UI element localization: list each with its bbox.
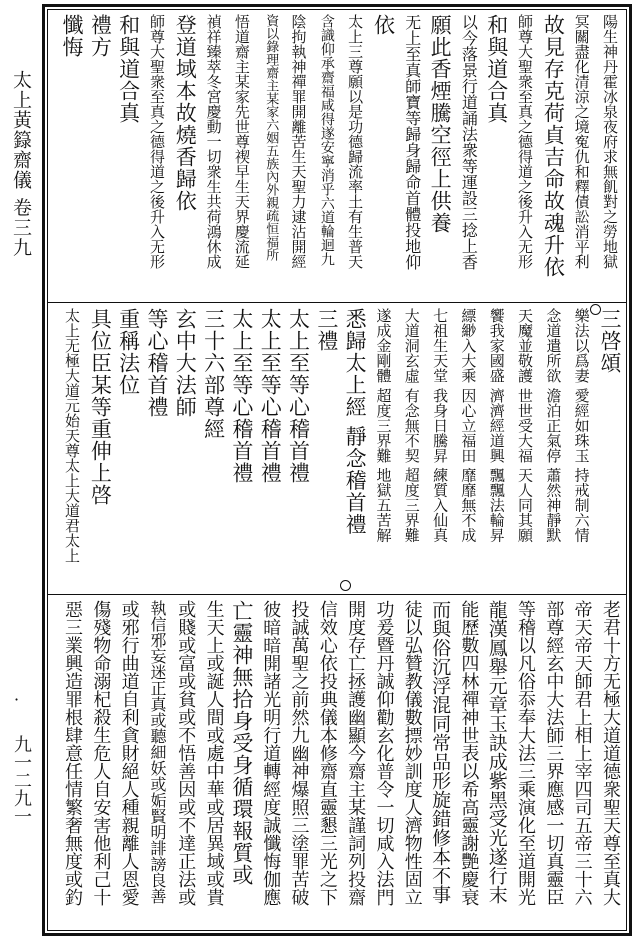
text-column: 亡靈神無拾身受身循環報質或 [229, 600, 254, 886]
margin-dot: · [14, 690, 20, 709]
text-column: 故見存克荷貞吉命故魂升依 [541, 14, 566, 278]
text-column: 信效心依投典儀本修齋直靈懇三光之下 [316, 600, 338, 906]
text-column: 師尊大聖衆至真之德得道之後升入无形 [147, 14, 166, 269]
text-column: 禎祥臻萃冬宮慶動一切衆生共荷鴻休成 [204, 14, 223, 269]
text-column: 遂成金剛體 超度三界難 地獄五苦解 [374, 308, 393, 543]
text-column: 傷殘物命溺杞殺生危人自安害他利己十 [90, 600, 112, 906]
text-column: 天魔並敬護 世世受大福 天人同其願 [516, 308, 535, 543]
text-column: 帝天帝天師君上相上宰四司五帝三十六 [571, 600, 593, 906]
text-column: 或邪行曲道自利貪財絕人種親離人恩愛 [118, 600, 140, 906]
circle-mark [340, 580, 351, 591]
text-column: 含識仰承齋福咸得遂安寧消乎六道輪迴九 [318, 14, 335, 266]
text-column: 開度存亡拯護幽顯今齋主某謹詞列投齋 [345, 600, 367, 906]
text-column: 懺悔 [60, 14, 84, 58]
text-column: 具位臣某等重伸上啓 [88, 308, 113, 506]
text-column: 彼暗暗開諸光明行道轉經度誠懺悔伽應 [260, 600, 282, 906]
text-column: 饗我家國盛 濟濟經道興 飄飄法輪昇 [487, 308, 506, 543]
text-column: 三禮 [314, 308, 339, 352]
text-column: 能歷數四林禪神世表以希高靈謝艷慶衰 [458, 600, 480, 906]
text-column: 大道洞玄虛 有念無不契 超度三界難 [402, 308, 421, 543]
text-column: 太上至等心稽首禮 [286, 308, 311, 484]
text-column: 悟道齋主某家先世尊禊早生天界慶流延 [232, 14, 251, 269]
text-column: 投誠萬聖之前然九幽神爆照三塗罪苦破 [288, 600, 310, 906]
text-column: 太上至等心稽首禮 [258, 308, 283, 484]
page-number: 九一二九一 [11, 735, 32, 825]
text-column: 樂法以爲妻 愛經如珠玉 持戒制六情 [572, 308, 591, 543]
text-column: 等心稽首禮 [144, 308, 169, 418]
text-column: 太上至等心稽首禮 [229, 308, 254, 484]
text-column: 玄中大法師 [173, 308, 198, 418]
text-column: 七祖生天堂 我身日騰昇 練質入仙真 [431, 308, 450, 543]
text-column: 太上三尊願以是功德歸流率土有生普天 [346, 14, 365, 269]
text-column: 冥關盡化清涼之境寃仇和釋債訟消平利 [572, 14, 591, 269]
text-column: 資以錄理齋主某家六姻五族內外親疏恒福所 [263, 14, 279, 261]
text-column: 无上至真師寶等歸身歸命首體投地仰 [402, 14, 422, 270]
text-column: 登道域本故燒香歸依 [173, 14, 198, 212]
text-column: 三十六部尊經 [201, 308, 226, 440]
text-column: 老君十方无極大道道德衆聖天尊至真大 [600, 600, 621, 906]
text-column: 執信邪妄迷正真或聽細妖或姤賢明誹謗良善 [147, 600, 167, 904]
text-column: 龍漢鳳舉元章玉訣成紫黑受光遂行末 [485, 600, 508, 904]
text-column: 生天上或誕人間或處中華或居異域或貴 [203, 600, 225, 906]
circle-mark [590, 304, 601, 315]
section-divider-2 [47, 594, 627, 595]
text-column: 部尊經玄中大法師三界應感一切真靈臣 [543, 600, 565, 906]
section-divider-1 [47, 302, 627, 303]
text-column: 念道遣所欲 澹泊正氣停 蕭然神靜默 [544, 308, 563, 543]
text-column: 悉歸太上經 靜念稽首禮 [343, 308, 368, 536]
text-column: 陽生神丹霍冰泉夜府求無飢對之勞地獄 [601, 14, 619, 269]
text-column: 或賤或富或貧或不悟善因或不達正法或 [175, 600, 197, 906]
text-column: 太上无極大道元始天尊太上大道君太上 [63, 308, 81, 563]
text-column: 縹緲入大乘 因心立福田 靡靡無不成 [459, 308, 478, 543]
text-column: 陰拘執神禪罪開離苦生天聖力逮沾開經 [289, 14, 308, 269]
text-column: 禮方 [88, 14, 113, 58]
book-title: 太上黃籙齋儀 卷三九 [10, 70, 32, 258]
text-column: 願此香煙騰空徑上供養 [428, 14, 453, 234]
text-column: 師尊大聖衆至真之德得道之後升入无形 [516, 14, 535, 269]
text-column: 惡三業興造罪根肆意任情繁奢無度或釣 [62, 600, 83, 906]
text-column: 等稽以凡俗忝奉大法三乘演化至道開光 [515, 600, 537, 906]
text-column: 徒以弘贊教儀數摽妙訓度人濟物性固立 [401, 600, 423, 906]
text-column: 以今落景行道誦法衆等運設三捻上香 [459, 14, 479, 270]
text-column: 重稱法位 [116, 308, 141, 396]
text-column: 和與道合真 [484, 14, 509, 124]
text-column: 而與俗沉浮混同常品形旋錯修本不事 [429, 600, 452, 904]
text-column: 和與道合真 [116, 14, 141, 124]
text-column: 依 [371, 14, 396, 36]
text-column: 功爰暨丹誠仰勸玄化普令一切咸入法門 [373, 600, 395, 906]
text-column: 三啓頌 [598, 308, 622, 374]
